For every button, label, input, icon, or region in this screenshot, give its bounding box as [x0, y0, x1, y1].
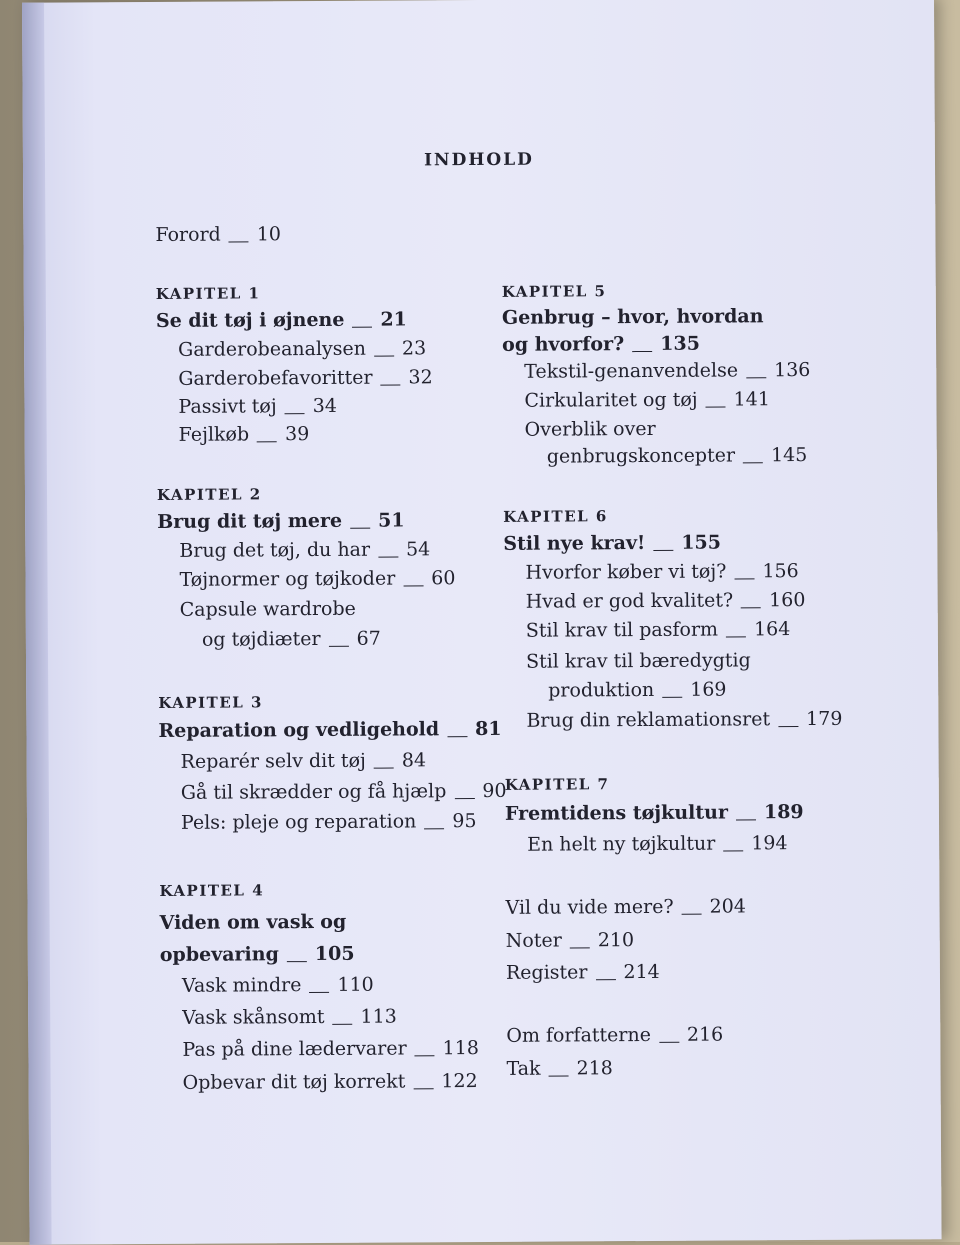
- toc-entry-continued: [503, 444, 808, 468]
- leader-dash: [381, 384, 401, 385]
- entry-title: Brug din reklamationsret: [526, 708, 771, 732]
- entry-title: og hvorfor?: [502, 333, 625, 356]
- entry-page: 210: [597, 929, 635, 952]
- toc-entry: [504, 589, 806, 613]
- entry-title: Register: [505, 961, 588, 984]
- entry-title: Reparér selv dit tøj: [180, 749, 366, 773]
- toc-entry: [160, 1037, 479, 1061]
- entry-title: og tøjdiæter: [201, 627, 321, 651]
- entry-title: Hvorfor køber vi tøj?: [525, 560, 727, 584]
- leader-dash: [374, 768, 394, 769]
- entry-title: Garderobefavoritter: [178, 366, 373, 390]
- entry-page: 194: [751, 832, 788, 855]
- chapter-label: KAPITEL 7: [504, 775, 610, 794]
- chapter-label: KAPITEL 5: [501, 282, 607, 301]
- toc-entry-continued: [158, 628, 381, 651]
- toc-entry-back-matter: [505, 895, 745, 918]
- entry-title: Brug det tøj, du har: [179, 538, 371, 562]
- entry-page: 135: [660, 332, 700, 355]
- chapter-title: [156, 308, 407, 332]
- entry-page: 105: [314, 942, 355, 966]
- toc-entry: [156, 395, 337, 418]
- toc-entry: [156, 337, 426, 361]
- leader-dash: [413, 1088, 433, 1089]
- toc-entry-back-matter: [506, 1024, 723, 1047]
- leader-dash: [746, 377, 766, 378]
- entry-title: Garderobeanalysen: [178, 337, 367, 361]
- toc-entry: [502, 388, 770, 412]
- leader-dash: [734, 578, 754, 579]
- chapter-label: KAPITEL 6: [503, 507, 608, 526]
- entry-title: Gå til skrædder og få hjælp: [180, 780, 447, 804]
- entry-page: 141: [733, 388, 770, 411]
- toc-entry: [157, 423, 310, 446]
- chapter-title: [505, 801, 804, 825]
- toc-entry-continued: [504, 678, 726, 701]
- toc-entry: Overblik over: [524, 417, 656, 441]
- entry-page: 164: [753, 618, 791, 641]
- chapter-title: [158, 718, 501, 742]
- leader-dash: [415, 1055, 435, 1056]
- entry-title: Hvad er god kvalitet?: [525, 589, 734, 613]
- toc-entry: [160, 974, 374, 997]
- entry-page: 214: [623, 960, 660, 984]
- leader-dash: [706, 406, 726, 407]
- leader-dash: [350, 528, 370, 529]
- toc-entry: [504, 708, 842, 732]
- leader-dash: [659, 1042, 679, 1043]
- entry-title: Pas på dine lædervarer: [182, 1037, 407, 1061]
- entry-page: 39: [285, 423, 310, 446]
- leader-dash: [257, 441, 277, 442]
- entry-title: Cirkularitet og tøj: [524, 388, 698, 412]
- entry-page: 21: [380, 308, 407, 331]
- entry-title: Se dit tøj i øjnene: [155, 308, 345, 332]
- leader-dash: [329, 646, 349, 647]
- entry-page: 218: [576, 1057, 613, 1080]
- toc-entry: [159, 780, 507, 804]
- toc-entry-foreword: [155, 223, 281, 246]
- book-page: [22, 0, 942, 1245]
- leader-dash: [447, 736, 467, 737]
- leader-dash: [229, 241, 249, 242]
- entry-page: 110: [337, 973, 374, 996]
- leader-dash: [549, 1075, 569, 1076]
- entry-page: 90: [482, 779, 507, 802]
- leader-dash: [743, 462, 763, 463]
- entry-page: 60: [431, 567, 456, 590]
- toc-entry: [505, 832, 788, 856]
- leader-dash: [424, 828, 444, 829]
- leader-dash: [378, 556, 398, 557]
- entry-title: Opbevar dit tøj korrekt: [182, 1070, 406, 1094]
- entry-page: 118: [442, 1037, 479, 1060]
- entry-page: 136: [774, 358, 811, 382]
- entry-title: Forord: [155, 223, 221, 246]
- leader-dash: [653, 550, 673, 551]
- entry-title: Fejlkøb: [178, 423, 250, 446]
- leader-dash: [662, 697, 682, 698]
- entry-page: 34: [312, 394, 337, 418]
- leader-dash: [374, 356, 394, 357]
- toc-entry: [504, 618, 791, 642]
- toc-entry: [159, 749, 427, 773]
- toc-entry: [503, 560, 798, 584]
- leader-dash: [682, 914, 702, 915]
- entry-page: 156: [762, 560, 799, 583]
- toc-entry-back-matter: [506, 961, 660, 984]
- entry-page: 81: [475, 717, 502, 741]
- toc-entry: [161, 1070, 478, 1094]
- leader-dash: [736, 819, 756, 820]
- entry-title: Fremtidens tøjkultur: [504, 801, 729, 825]
- entry-title: Reparation og vedligehold: [158, 718, 440, 742]
- entry-page: 204: [709, 895, 746, 918]
- entry-title: Brug dit tøj mere: [157, 509, 343, 533]
- leader-dash: [596, 979, 616, 980]
- entry-title: Stil krav til pasform: [525, 618, 719, 642]
- page-title: INDHOLD: [424, 149, 534, 171]
- chapter-label: KAPITEL 4: [159, 881, 265, 900]
- toc-entry: [157, 567, 455, 591]
- chapter-label: KAPITEL 1: [155, 284, 261, 303]
- toc-entry-back-matter: [506, 1057, 612, 1080]
- entry-title: Passivt tøj: [178, 395, 277, 418]
- entry-page: 155: [681, 531, 722, 554]
- leader-dash: [285, 413, 305, 414]
- toc-entry: [159, 810, 477, 834]
- entry-page: 122: [441, 1070, 478, 1093]
- entry-title: Pels: pleje og reparation: [180, 810, 417, 834]
- toc-entry: [157, 538, 430, 562]
- entry-page: 113: [360, 1005, 397, 1028]
- entry-title: Tøjnormer og tøjkoder: [179, 567, 396, 591]
- leader-dash: [741, 607, 761, 608]
- entry-title: genbrugskoncepter: [546, 444, 736, 468]
- entry-page: 145: [770, 443, 808, 467]
- entry-page: 189: [763, 801, 804, 824]
- toc-entry: [502, 359, 810, 383]
- chapter-title: Genbrug – hvor, hvordan: [501, 305, 764, 329]
- entry-title: Tak: [506, 1057, 541, 1080]
- entry-title: Vask skånsomt: [182, 1005, 325, 1029]
- chapter-label: KAPITEL 2: [156, 485, 262, 504]
- entry-title: opbevaring: [159, 943, 279, 966]
- leader-dash: [778, 726, 798, 727]
- entry-page: 10: [256, 223, 282, 246]
- toc-entry: Stil krav til bæredygtig: [525, 649, 751, 673]
- toc-entry: Capsule wardrobe: [179, 597, 356, 621]
- entry-title: En helt ny tøjkultur: [527, 832, 716, 856]
- toc-entry: [160, 1006, 397, 1029]
- entry-title: Vask mindre: [181, 974, 302, 997]
- entry-title: Om forfatterne: [506, 1023, 652, 1047]
- entry-title: produktion: [548, 678, 655, 702]
- entry-page: 216: [686, 1023, 724, 1046]
- entry-page: 67: [356, 627, 381, 650]
- entry-page: 160: [769, 589, 806, 612]
- leader-dash: [333, 1024, 353, 1025]
- entry-title: Noter: [505, 929, 562, 952]
- leader-dash: [632, 351, 652, 352]
- entry-page: 23: [401, 337, 427, 360]
- leader-dash: [570, 947, 590, 948]
- leader-dash: [723, 850, 743, 851]
- leader-dash: [726, 636, 746, 637]
- entry-title: Tekstil-genanvendelse: [524, 359, 739, 383]
- entry-page: 169: [690, 678, 727, 701]
- entry-page: 179: [806, 707, 843, 731]
- entry-page: 51: [378, 509, 405, 532]
- leader-dash: [352, 327, 372, 328]
- entry-title: Stil nye krav!: [503, 531, 646, 555]
- entry-title: Vil du vide mere?: [505, 895, 674, 919]
- toc-entry-back-matter: [506, 929, 634, 952]
- chapter-title: [157, 509, 405, 533]
- entry-page: 32: [408, 366, 433, 389]
- entry-page: 84: [401, 749, 427, 772]
- leader-dash: [287, 961, 307, 962]
- leader-dash: [454, 798, 474, 799]
- chapter-label: KAPITEL 3: [158, 693, 264, 712]
- entry-page: 95: [452, 810, 477, 833]
- chapter-title: [503, 532, 721, 555]
- chapter-title-continued: [502, 333, 700, 356]
- chapter-title-continued: [160, 943, 355, 966]
- toc-entry: [156, 366, 433, 390]
- entry-page: 54: [405, 538, 431, 561]
- chapter-title: Viden om vask og: [159, 910, 347, 934]
- leader-dash: [403, 585, 423, 586]
- leader-dash: [309, 992, 329, 993]
